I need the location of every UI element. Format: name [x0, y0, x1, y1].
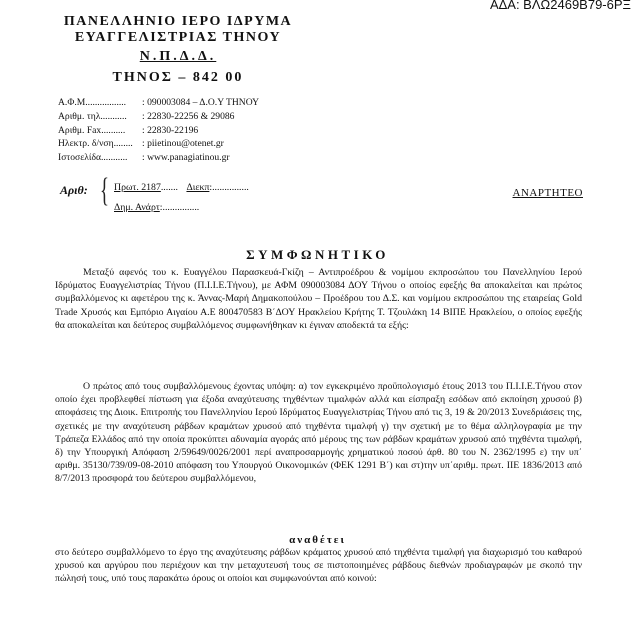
arith-label: Αριθ:	[60, 183, 88, 197]
protocol-number: Πρωτ. 2187	[114, 182, 161, 193]
document-title: ΣΥΜΦΩΝΗΤΙΚΟ	[246, 247, 389, 262]
protocol-dots: .......	[160, 182, 178, 193]
section-heading: αναθέτει	[289, 534, 346, 546]
info-label: Α.Φ.Μ.	[58, 97, 88, 108]
diekp-dots: :...............	[209, 182, 249, 193]
paragraph-considerations: Ο πρώτος από τους συμβαλλόμενους έχοντας υπόψη: α) τον εγκεκριμένο προϋπολογισμό έτους 2013 του Π.Ι.Ι.Ε.Τήνου στον οποίο έχει προβλεφθεί πίστωση για έξοδα αναχύτευσης τηχθέντων τιμαλφών αλλά και είσπραξη εσόδων από εκποίηση χρυσού β) αποφάσεις της Διοικ. Επιτροπής του Πανελληνίου Ιερού Ιδρύματος Ευαγγελιστρίας Τήνου από τις 3, 19 & 20/2013 Συνεδριάσεις της, σχετικές με την αναχύτευση ράβδων κραμάτων χρυσού από τηχθέντα τιμαλφή γ) την σχετική με το θέμα αλληλογραφία με την Τράπεζα Ελλάδος από την οποία προκύπτει αδυναμία αγοράς από μέρους της των ράβδων κραμάτων χρυσού από τηχθέντα τιμαλφή, δ) την Υπουργική Απόφαση 2/59649/0026/2001 περί αναπροσαρμογής χρηματικού ποσού άρθ. 80 του Ν. 2362/1995 ε) την υπ΄ αριθμ. 35130/739/09-08-2010 απόφαση του Υπουργού Οικονομικών (ΦΕΚ 1291 Β΄) και στ)την υπ΄αριθμ. πρωτ. ΙΙΕ 1836/2013 από 8/7/2013 προσφορά του δεύτερου συμβαλλόμενου,	[55, 381, 582, 485]
anartitaio-label: ΑΝΑΡΤΗΤΕΟ	[512, 187, 583, 199]
protocol-line-1	[114, 178, 249, 198]
anart-label: Δημ. Ανάρτ	[114, 202, 160, 213]
info-label: Αριθμ. τηλ.	[58, 110, 103, 122]
info-label: Ηλεκτρ. δ/νση	[58, 138, 114, 150]
info-label: Ιστοσελίδα	[58, 152, 101, 164]
org-name-line2: ΕΥΑΓΓΕΛΙΣΤΡΙΑΣ ΤΗΝΟΥ	[74, 30, 282, 45]
info-row-email	[58, 137, 259, 151]
brace-icon: {	[100, 172, 109, 209]
info-dots: ........	[113, 138, 133, 150]
info-value: : 090003084 – Δ.Ο.Υ ΤΗΝΟΥ	[142, 97, 260, 108]
contact-info	[58, 96, 259, 165]
info-row-afm	[58, 96, 259, 110]
org-legal-form: Ν.Π.Δ.Δ.	[139, 49, 217, 64]
org-address: ΤΗΝΟΣ – 842 00	[112, 70, 244, 85]
info-value: : 22830-22256 & 29086	[142, 110, 235, 122]
diekp-label: Διεκπ	[186, 182, 210, 193]
paragraph-parties: Μεταξύ αφενός του κ. Ευαγγέλου Παρασκευά-Γκίζη – Αντιπροέδρου & νομίμου εκπροσώπου του Πανελληνίου Ιερού Ιδρύματος Ευαγγελιστρίας Τήνου (Π.Ι.Ι.Ε.Τήνου), με ΑΦΜ 090003084 ΔΟΥ Τήνου ο οποίος εφεξής θα αποκαλείται και πρώτος συμβαλλόμενος κι αφετέρου της κ. Άννας-Μαρή Δημακοπούλου – Προέδρου του Δ.Σ. και νομίμου εκπροσώπου της εταιρείας Gold Trade Χρυσός και Εμπόριο Αιγαίου Α.Ε 800470583 Β΄ΔΟΥ Ηρακλείου Κρήτης Τ. Τζουλάκη 14 ΒΙΠΕ Ηρακλείου, ο οποίος εφεξής θα αποκαλείται και δεύτερος συμβαλλόμενος συμφωνήθηκαν κι έγιναν αποδεκτά τα εξής:	[55, 267, 582, 331]
info-value: : piietinou@otenet.gr	[142, 138, 224, 150]
info-value: : www.panagiatinou.gr	[142, 152, 230, 164]
info-dots: ..........	[101, 124, 126, 136]
protocol-block	[114, 178, 249, 218]
org-name-line1: ΠΑΝΕΛΛΗΝΙΟ ΙΕΡΟ ΙΔΡΥΜΑ	[63, 14, 293, 29]
info-label: Αριθμ. Fax	[58, 124, 102, 136]
paragraph-assignment: στο δεύτερο συμβαλλόμενο το έργο της αναχύτευσης ράβδων κράματος χρυσού από τηχθέντα τιμαλφή για διαχωρισμό του καθαρού χρυσού και αργύρου που περιέχουν και την μεταχυτευσή τους σε πιστοποιημένες ράβδους διεθνών προδιαγραφών με σκοπό την πώλησή τους, υπό τους παρακάτω όρους οι οποίοι και συμφωνούνται από κοινού:	[55, 547, 582, 585]
info-row-phone	[58, 110, 259, 124]
ada-code: ΑΔΑ: ΒΛΩ2469Β79-6ΡΞ	[489, 0, 631, 12]
info-dots: ................	[87, 97, 127, 108]
anart-dots: :...............	[159, 202, 200, 213]
info-dots: ...........	[101, 152, 128, 164]
info-dots: ..........	[102, 110, 127, 122]
info-row-website	[58, 151, 259, 165]
info-row-fax	[58, 124, 259, 138]
info-value: : 22830-22196	[142, 124, 199, 136]
protocol-line-2	[114, 198, 249, 218]
